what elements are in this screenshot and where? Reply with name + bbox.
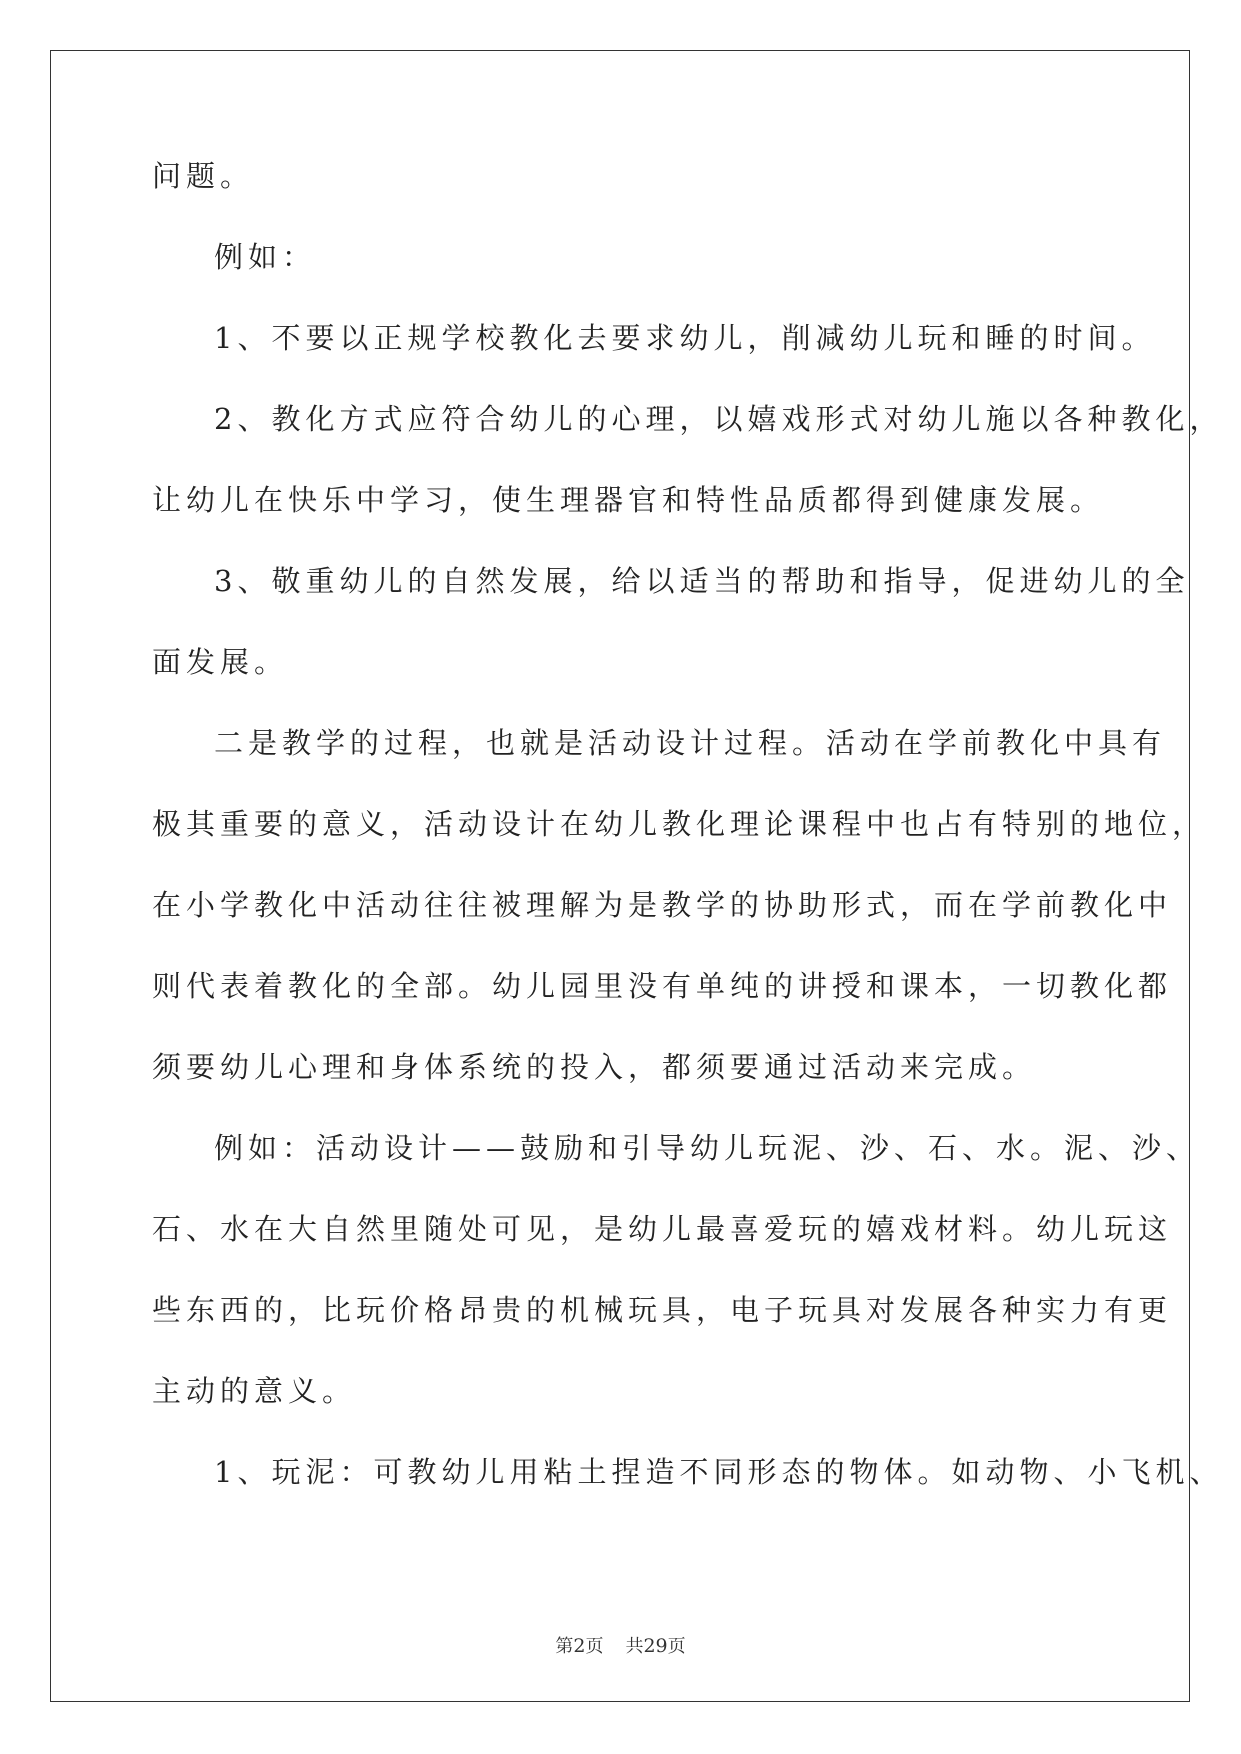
text-line: 须要幼儿心理和身体系统的投入，都须要通过活动来完成。	[152, 1050, 1037, 1084]
text-line: 1、玩泥：可教幼儿用粘土捏造不同形态的物体。如动物、小飞机、	[214, 1455, 1224, 1489]
text-line: 例如：活动设计——鼓励和引导幼儿玩泥、沙、石、水。泥、沙、	[214, 1131, 1201, 1165]
text-line: 例如：	[214, 240, 317, 274]
page-number: 2	[573, 1635, 586, 1657]
text-line: 3、敬重幼儿的自然发展，给以适当的帮助和指导，促进幼儿的全	[214, 564, 1190, 598]
text-line: 些东西的，比玩价格昂贵的机械玩具，电子玩具对发展各种实力有更	[152, 1293, 1173, 1327]
text-line: 主动的意义。	[152, 1374, 357, 1408]
text-line: 让幼儿在快乐中学习，使生理器官和特性品质都得到健康发展。	[152, 483, 1105, 517]
total-pages: 29	[643, 1635, 668, 1657]
text-line: 极其重要的意义，活动设计在幼儿教化理论课程中也占有特别的地位，	[152, 807, 1207, 841]
text-line: 2、教化方式应符合幼儿的心理，以嬉戏形式对幼儿施以各种教化，	[214, 402, 1224, 436]
text-line: 1、不要以正规学校教化去要求幼儿，削减幼儿玩和睡的时间。	[214, 321, 1156, 355]
text-line: 问题。	[152, 159, 255, 193]
page-suffix: 页	[585, 1636, 604, 1657]
page-footer	[0, 1632, 1241, 1658]
total-prefix: 共	[625, 1636, 644, 1657]
text-line: 在小学教化中活动往往被理解为是教学的协助形式，而在学前教化中	[152, 888, 1173, 922]
page-prefix: 第	[555, 1636, 574, 1657]
text-line: 面发展。	[152, 645, 289, 679]
text-line: 则代表着教化的全部。幼儿园里没有单纯的讲授和课本，一切教化都	[152, 969, 1173, 1003]
text-line: 二是教学的过程，也就是活动设计过程。活动在学前教化中具有	[214, 726, 1167, 760]
total-suffix: 页	[667, 1636, 686, 1657]
document-body	[152, 159, 1224, 1537]
text-line: 石、水在大自然里随处可见，是幼儿最喜爱玩的嬉戏材料。幼儿玩这	[152, 1212, 1173, 1246]
